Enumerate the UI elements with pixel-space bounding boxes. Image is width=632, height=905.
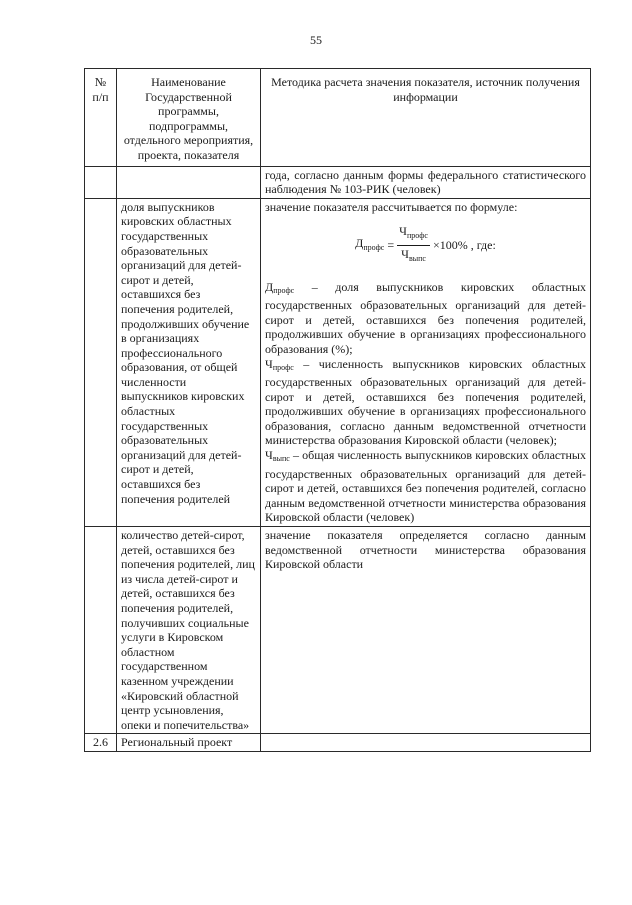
row-number: 2.6 bbox=[85, 734, 117, 752]
table-row bbox=[85, 166, 591, 198]
header-number: № п/п bbox=[85, 69, 117, 167]
formula-intro: значение показателя рассчитывается по формуле: bbox=[265, 199, 518, 214]
table-row bbox=[85, 198, 591, 526]
definition-item: Чпрофс – численность выпускников кировских областных государственных образовательных организаций для детей-сирот и детей, оставшихся без попечения родителей, продолживших обучение в организациях профессионального образования, согласно данным ведомственной отчетности министерства образования Кировской области (человек); bbox=[265, 356, 586, 448]
row-method bbox=[261, 734, 591, 752]
row-method: года, согласно данным формы федерального статистического наблюдения № 103-РИК (человек) bbox=[261, 166, 591, 198]
table-row bbox=[85, 734, 591, 752]
definition-item: Дпрофс – доля выпускников кировских областных государственных образовательных организаций для детей-сирот и детей, оставшихся без попечения родителей, продолживших обучение в организациях профессионального образования (%); bbox=[265, 279, 586, 356]
page-number: 55 bbox=[310, 33, 322, 47]
formula-fraction: $\frac{Ч_{профс}}{Ч_{выпс}}$ bbox=[399, 224, 428, 263]
row-method: значение показателя определяется согласно данным ведомственной отчетности министерства образования Кировской области bbox=[261, 527, 591, 734]
header-method: Методика расчета значения показателя, источник получения информации bbox=[261, 69, 591, 167]
row-name: доля выпускников кировских областных государственных образовательных организаций для детей-сирот и детей, оставшихся без попечения родителей, продолживших обучение в организациях профессионального образования, от общей численности выпускников кировских областных государственных образовательных организаций для детей-сирот и детей, оставшихся без попечения родителей bbox=[117, 198, 261, 526]
formula bbox=[265, 224, 586, 266]
table-row bbox=[85, 527, 591, 734]
header-name: Наименование Государственной программы, подпрограммы, отдельного мероприятия, проекта, показателя bbox=[117, 69, 261, 167]
formula-tail: ×100% , где: bbox=[432, 238, 496, 253]
row-method bbox=[261, 198, 591, 526]
row-number bbox=[85, 198, 117, 526]
table-header-row bbox=[85, 69, 591, 167]
indicator-table bbox=[84, 68, 591, 752]
definition-item: Чвыпс – общая численность выпускников кировских областных государственных образовательных организаций для детей-сирот и детей, оставшихся без попечения родителей, согласно данным ведомственной отчетности министерства образования Кировской области (человек) bbox=[265, 448, 586, 525]
row-number bbox=[85, 527, 117, 734]
formula-equals: = bbox=[387, 238, 395, 253]
row-name bbox=[117, 166, 261, 198]
row-name: Региональный проект bbox=[117, 734, 261, 752]
row-number bbox=[85, 166, 117, 198]
row-name: количество детей-сирот, детей, оставшихся без попечения родителей, лиц из числа детей-сирот и детей, оставшихся без попечения родителей, получивших социальные услуги в Кировском областном государственном казенном учреждении «Кировский областной центр усыновления, опеки и попечительства» bbox=[117, 527, 261, 734]
formula-lhs: $Д_{профс}$ bbox=[355, 235, 385, 252]
